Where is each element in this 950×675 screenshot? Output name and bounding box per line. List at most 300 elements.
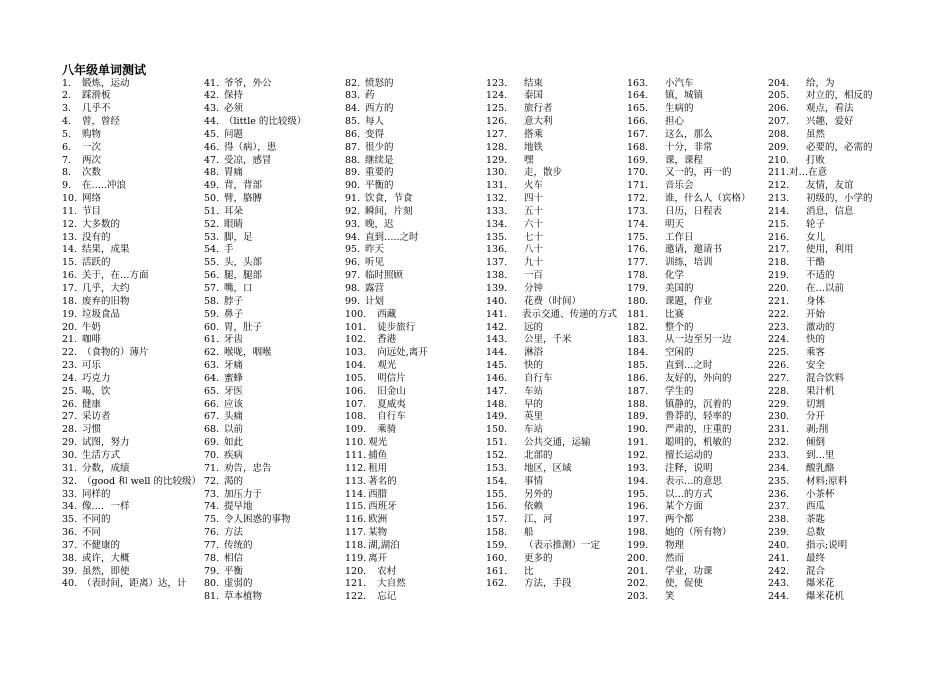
entry-number: 49. bbox=[204, 180, 220, 192]
entry-meaning: 活跃的 bbox=[82, 257, 111, 269]
word-entry bbox=[627, 553, 763, 566]
word-entry bbox=[627, 103, 763, 116]
entry-number: 131. bbox=[486, 180, 508, 192]
word-entry bbox=[204, 270, 340, 283]
entry-number: 160. bbox=[486, 552, 508, 564]
entry-meaning: 直到…之时 bbox=[665, 360, 713, 372]
word-entry bbox=[486, 167, 622, 180]
word-entry bbox=[62, 411, 198, 424]
entry-meaning: 这么，那么 bbox=[665, 128, 713, 140]
word-entry bbox=[204, 129, 340, 142]
word-entry bbox=[345, 501, 481, 514]
entry-number: 104. bbox=[345, 360, 367, 372]
entry-number: 3. bbox=[62, 103, 72, 115]
word-entry bbox=[204, 283, 340, 296]
entry-number: 35. bbox=[62, 514, 78, 526]
entry-number: 195. bbox=[627, 488, 649, 500]
entry-number: 143. bbox=[486, 334, 508, 346]
entry-meaning: 小汽车 bbox=[665, 77, 694, 89]
entry-number: 241. bbox=[768, 552, 790, 564]
entry-number: 152. bbox=[486, 449, 508, 461]
word-entry bbox=[204, 90, 340, 103]
entry-meaning: 租用 bbox=[368, 462, 388, 474]
entry-number: 23. bbox=[62, 360, 78, 372]
word-entry bbox=[768, 180, 904, 193]
entry-meaning: 表示…的意思 bbox=[665, 475, 723, 487]
entry-meaning: 次数 bbox=[82, 167, 102, 179]
word-entry bbox=[345, 232, 481, 245]
entry-number: 88. bbox=[345, 154, 361, 166]
entry-meaning: 药 bbox=[365, 90, 375, 102]
word-entry bbox=[62, 386, 198, 399]
entry-number: 126. bbox=[486, 116, 508, 128]
entry-number: 172. bbox=[627, 193, 649, 205]
word-entry bbox=[768, 270, 904, 283]
entry-meaning: 轮子 bbox=[806, 218, 826, 230]
entry-meaning: （食物的）薄片 bbox=[82, 347, 149, 359]
entry-meaning: 训练，培训 bbox=[665, 257, 713, 269]
word-entry bbox=[768, 463, 904, 476]
entry-meaning: 五十 bbox=[524, 205, 544, 217]
entry-meaning: 混合 bbox=[806, 565, 826, 577]
entry-number: 20. bbox=[62, 321, 78, 333]
word-entry bbox=[486, 501, 622, 514]
entry-meaning: 镇静的，沉着的 bbox=[665, 398, 732, 410]
entry-meaning: 安全 bbox=[806, 360, 826, 372]
entry-meaning: 物理 bbox=[665, 539, 685, 551]
word-entry bbox=[486, 116, 622, 129]
entry-number: 107. bbox=[345, 398, 367, 410]
entry-meaning: 注释，说明 bbox=[665, 462, 713, 474]
entry-meaning: 重要的 bbox=[365, 167, 394, 179]
entry-number: 6. bbox=[62, 141, 72, 153]
entry-number: 134. bbox=[486, 218, 508, 230]
entry-meaning: 嘿 bbox=[524, 154, 534, 166]
entry-number: 5. bbox=[62, 128, 72, 140]
word-entry bbox=[627, 90, 763, 103]
entry-meaning: 乘骑 bbox=[368, 424, 397, 436]
entry-meaning: 网络 bbox=[82, 193, 102, 205]
word-entry bbox=[204, 476, 340, 489]
entry-number: 221. bbox=[768, 295, 790, 307]
entry-meaning: 观光 bbox=[368, 437, 388, 449]
entry-number: 77. bbox=[204, 539, 220, 551]
entry-number: 216. bbox=[768, 231, 790, 243]
entry-meaning: 如此 bbox=[224, 437, 244, 449]
word-entry bbox=[768, 373, 904, 386]
entry-meaning: 火车 bbox=[524, 180, 544, 192]
word-entry bbox=[204, 411, 340, 424]
entry-meaning: 音乐会 bbox=[665, 180, 694, 192]
entry-number: 120. bbox=[345, 565, 367, 577]
entry-number: 185. bbox=[627, 360, 649, 372]
word-entry bbox=[486, 322, 622, 335]
entry-meaning: 严肃的，庄重的 bbox=[665, 424, 732, 436]
entry-meaning: 相信 bbox=[224, 552, 244, 564]
word-entry bbox=[768, 206, 904, 219]
entry-meaning: 不同 bbox=[82, 527, 102, 539]
entry-meaning: 自行车 bbox=[368, 411, 406, 423]
word-entry bbox=[62, 309, 198, 322]
word-entry bbox=[768, 553, 904, 566]
entry-meaning: 整个的 bbox=[665, 321, 694, 333]
entry-meaning: 很少的 bbox=[365, 141, 394, 153]
entry-meaning: 变得 bbox=[365, 128, 385, 140]
entry-number: 190. bbox=[627, 424, 649, 436]
entry-meaning: 湖,湖泊 bbox=[368, 539, 400, 551]
entry-number: 220. bbox=[768, 283, 790, 294]
word-entry bbox=[627, 347, 763, 360]
entry-meaning: 意大利 bbox=[524, 116, 553, 128]
entry-meaning: 头痛 bbox=[224, 411, 244, 423]
word-entry bbox=[345, 514, 481, 527]
entry-meaning: 兴趣，爱好 bbox=[806, 116, 854, 128]
entry-number: 109. bbox=[345, 424, 367, 436]
word-entry bbox=[62, 270, 198, 283]
word-entry bbox=[768, 424, 904, 437]
word-entry bbox=[62, 424, 198, 437]
word-entry bbox=[62, 322, 198, 335]
entry-number: 218. bbox=[768, 257, 790, 269]
word-entry bbox=[204, 591, 340, 604]
word-entry bbox=[768, 591, 904, 604]
entry-meaning: 地区，区域 bbox=[524, 462, 572, 474]
entry-meaning: 搭乘 bbox=[524, 128, 544, 140]
word-entry bbox=[768, 167, 904, 180]
word-entry bbox=[204, 347, 340, 360]
word-entry bbox=[627, 296, 763, 309]
word-entry bbox=[768, 90, 904, 103]
word-entry bbox=[768, 283, 904, 296]
entry-number: 222. bbox=[768, 308, 790, 320]
word-entry bbox=[62, 78, 198, 91]
entry-number: 121. bbox=[345, 578, 367, 590]
entry-meaning: 七十 bbox=[524, 231, 544, 243]
word-entry bbox=[345, 450, 481, 463]
entry-meaning: 问题 bbox=[224, 128, 244, 140]
entry-number: 132. bbox=[486, 193, 508, 205]
word-entry bbox=[768, 578, 904, 591]
entry-number: 178. bbox=[627, 270, 649, 282]
word-entry bbox=[345, 103, 481, 116]
entry-meaning: 爷爷，外公 bbox=[224, 77, 272, 89]
word-entry bbox=[345, 309, 481, 322]
entry-number: 137. bbox=[486, 257, 508, 269]
word-entry bbox=[62, 142, 198, 155]
word-entry bbox=[486, 232, 622, 245]
entry-meaning: 西方的 bbox=[365, 103, 394, 115]
entry-number: 193. bbox=[627, 462, 649, 474]
word-entry bbox=[768, 193, 904, 206]
entry-meaning: 喝，饮 bbox=[82, 385, 111, 397]
entry-meaning: （good 和 well 的比较级） bbox=[82, 475, 201, 487]
entry-number: 162. bbox=[486, 578, 508, 590]
entry-number: 1. bbox=[62, 77, 72, 89]
word-entry bbox=[486, 540, 622, 553]
entry-meaning: 乘客 bbox=[806, 347, 826, 359]
word-entry bbox=[768, 566, 904, 579]
word-entry bbox=[345, 219, 481, 232]
word-entry bbox=[62, 399, 198, 412]
entry-number: 13. bbox=[62, 231, 78, 243]
word-entry bbox=[768, 219, 904, 232]
entry-meaning: 垃圾食品 bbox=[82, 308, 121, 320]
entry-meaning: 干酪 bbox=[806, 257, 826, 269]
entry-number: 69. bbox=[204, 437, 220, 449]
entry-number: 226. bbox=[768, 360, 790, 372]
entry-meaning: 初级的，小学的 bbox=[806, 193, 873, 205]
word-entry bbox=[486, 103, 622, 116]
word-entry bbox=[62, 334, 198, 347]
entry-number: 158. bbox=[486, 527, 508, 539]
word-entry bbox=[62, 296, 198, 309]
word-entry bbox=[627, 578, 763, 591]
word-entry bbox=[62, 244, 198, 257]
entry-number: 68. bbox=[204, 424, 220, 436]
entry-number: 125. bbox=[486, 103, 508, 115]
word-entry bbox=[345, 399, 481, 412]
entry-meaning: 激动的 bbox=[806, 321, 835, 333]
entry-number: 192. bbox=[627, 449, 649, 461]
entry-meaning: 分钟 bbox=[524, 283, 544, 294]
entry-meaning: 又一的，再一的 bbox=[665, 167, 732, 179]
entry-number: 116. bbox=[345, 514, 367, 526]
entry-number: 47. bbox=[204, 154, 220, 166]
entry-number: 208. bbox=[768, 128, 790, 140]
entry-number: 14. bbox=[62, 244, 78, 256]
entry-number: 242. bbox=[768, 565, 790, 577]
entry-meaning: 应该 bbox=[224, 398, 244, 410]
entry-meaning: 结束 bbox=[524, 77, 544, 89]
word-entry bbox=[768, 244, 904, 257]
word-entry bbox=[62, 116, 198, 129]
entry-meaning: 生活方式 bbox=[82, 449, 121, 461]
entry-number: 173. bbox=[627, 205, 649, 217]
word-entry bbox=[627, 501, 763, 514]
word-entry bbox=[345, 129, 481, 142]
word-entry bbox=[62, 450, 198, 463]
word-column-4 bbox=[486, 78, 622, 592]
entry-meaning: 欧洲 bbox=[368, 514, 388, 526]
entry-meaning: 结果，成果 bbox=[82, 244, 130, 256]
word-entry bbox=[62, 103, 198, 116]
entry-number: 106. bbox=[345, 385, 367, 397]
entry-number: 198. bbox=[627, 527, 649, 539]
word-entry bbox=[486, 155, 622, 168]
entry-number: 207. bbox=[768, 116, 790, 128]
word-entry bbox=[627, 399, 763, 412]
word-entry bbox=[486, 129, 622, 142]
entry-number: 214. bbox=[768, 205, 790, 217]
word-entry bbox=[486, 347, 622, 360]
entry-number: 19. bbox=[62, 308, 78, 320]
entry-meaning: 淋浴 bbox=[524, 347, 544, 359]
entry-meaning: 明天 bbox=[665, 218, 685, 230]
word-entry bbox=[204, 322, 340, 335]
entry-number: 213. bbox=[768, 193, 790, 205]
word-entry bbox=[345, 360, 481, 373]
entry-number: 24. bbox=[62, 372, 78, 384]
entry-number: 72. bbox=[204, 475, 220, 487]
entry-number: 70. bbox=[204, 449, 220, 461]
entry-meaning: 保持 bbox=[224, 90, 244, 102]
word-entry bbox=[62, 475, 201, 489]
entry-meaning: 继续是 bbox=[365, 154, 394, 166]
entry-number: 201. bbox=[627, 565, 649, 577]
word-entry bbox=[204, 103, 340, 116]
entry-meaning: 课，课程 bbox=[665, 154, 704, 166]
entry-number: 101. bbox=[345, 321, 367, 333]
word-entry bbox=[62, 347, 198, 360]
word-entry bbox=[345, 180, 481, 193]
word-entry bbox=[486, 270, 622, 283]
word-entry bbox=[627, 206, 763, 219]
entry-meaning: 牛奶 bbox=[82, 321, 102, 333]
entry-number: 46. bbox=[204, 141, 220, 153]
entry-number: 8. bbox=[62, 167, 72, 179]
word-column-2 bbox=[204, 78, 340, 605]
word-entry bbox=[204, 78, 340, 91]
entry-number: 59. bbox=[204, 308, 220, 320]
entry-meaning: 香港 bbox=[368, 334, 397, 346]
entry-number: 240. bbox=[768, 539, 790, 551]
entry-number: 181. bbox=[627, 308, 649, 320]
word-entry bbox=[204, 142, 340, 155]
entry-meaning: 花费（时间） bbox=[524, 295, 582, 307]
entry-meaning: 旧金山 bbox=[368, 385, 406, 397]
word-entry bbox=[486, 296, 622, 309]
word-entry bbox=[204, 219, 340, 232]
word-entry bbox=[204, 514, 340, 527]
entry-number: 138. bbox=[486, 270, 508, 282]
entry-meaning: 夏威夷 bbox=[368, 398, 406, 410]
word-entry bbox=[627, 167, 763, 180]
word-entry bbox=[768, 334, 904, 347]
entry-meaning: 方法 bbox=[224, 527, 244, 539]
entry-number: 55. bbox=[204, 257, 220, 269]
entry-number: 28. bbox=[62, 424, 78, 436]
entry-meaning: 擅长运动的 bbox=[665, 449, 713, 461]
word-entry bbox=[345, 283, 481, 296]
word-entry bbox=[345, 476, 481, 489]
word-entry bbox=[204, 424, 340, 437]
word-entry bbox=[627, 193, 763, 206]
word-entry bbox=[204, 296, 340, 309]
word-entry bbox=[204, 566, 340, 579]
entry-meaning: 材料;原料 bbox=[806, 475, 848, 487]
word-entry bbox=[62, 540, 198, 553]
entry-number: 128. bbox=[486, 141, 508, 153]
entry-number: 62. bbox=[204, 347, 220, 359]
word-entry bbox=[768, 476, 904, 489]
word-entry bbox=[486, 283, 622, 296]
entry-number: 175. bbox=[627, 231, 649, 243]
entry-number: 176. bbox=[627, 244, 649, 256]
entry-meaning: 必须 bbox=[224, 103, 244, 115]
entry-number: 65. bbox=[204, 385, 220, 397]
entry-number: 60. bbox=[204, 321, 220, 333]
entry-number: 135. bbox=[486, 231, 508, 243]
word-entry bbox=[345, 540, 481, 553]
word-entry bbox=[345, 90, 481, 103]
entry-number: 124. bbox=[486, 90, 508, 102]
entry-meaning: 依赖 bbox=[524, 501, 544, 513]
entry-meaning: 比赛 bbox=[665, 308, 685, 320]
entry-meaning: 几乎不 bbox=[82, 103, 111, 115]
word-entry bbox=[627, 270, 763, 283]
entry-meaning: 对立的，相反的 bbox=[806, 90, 873, 102]
entry-number: 230. bbox=[768, 411, 790, 423]
entry-number: 79. bbox=[204, 565, 220, 577]
entry-meaning: 她的（所有物） bbox=[665, 527, 732, 539]
word-entry bbox=[768, 489, 904, 502]
word-entry bbox=[62, 206, 198, 219]
entry-number: 98. bbox=[345, 283, 361, 294]
entry-number: 123. bbox=[486, 77, 508, 89]
entry-meaning: 两次 bbox=[82, 154, 102, 166]
entry-meaning: 习惯 bbox=[82, 424, 102, 436]
word-entry bbox=[62, 283, 198, 296]
word-entry bbox=[204, 373, 340, 386]
entry-number: 239. bbox=[768, 527, 790, 539]
entry-meaning: 给，为 bbox=[806, 77, 835, 89]
entry-number: 144. bbox=[486, 347, 508, 359]
entry-meaning: 笑 bbox=[665, 591, 675, 603]
entry-meaning: 蜜蜂 bbox=[224, 372, 244, 384]
entry-number: 133. bbox=[486, 205, 508, 217]
word-entry bbox=[486, 334, 622, 347]
word-entry bbox=[345, 386, 481, 399]
entry-number: 194. bbox=[627, 475, 649, 487]
entry-meaning: 背，背部 bbox=[224, 180, 263, 192]
entry-number: 211. bbox=[768, 167, 790, 179]
word-entry bbox=[345, 193, 481, 206]
word-entry bbox=[627, 360, 763, 373]
word-entry bbox=[62, 232, 198, 245]
entry-number: 78. bbox=[204, 552, 220, 564]
entry-number: 119. bbox=[345, 552, 367, 564]
word-entry bbox=[768, 411, 904, 424]
word-entry bbox=[486, 411, 622, 424]
entry-number: 148. bbox=[486, 398, 508, 410]
entry-meaning: 开始 bbox=[806, 308, 826, 320]
word-entry bbox=[768, 232, 904, 245]
entry-number: 7. bbox=[62, 154, 72, 166]
entry-meaning: 头，头部 bbox=[224, 257, 263, 269]
entry-number: 84. bbox=[345, 103, 361, 115]
entry-number: 154. bbox=[486, 475, 508, 487]
entry-meaning: 事情 bbox=[524, 475, 544, 487]
entry-meaning: 眼睛 bbox=[224, 218, 244, 230]
entry-meaning: 劝告，忠告 bbox=[224, 462, 272, 474]
entry-meaning: 十分，非常 bbox=[665, 141, 713, 153]
entry-number: 34. bbox=[62, 501, 78, 513]
word-entry bbox=[486, 553, 622, 566]
entry-number: 141. bbox=[486, 308, 508, 320]
entry-number: 157. bbox=[486, 514, 508, 526]
word-entry bbox=[62, 167, 198, 180]
entry-number: 74. bbox=[204, 501, 220, 513]
entry-meaning: 女儿 bbox=[806, 231, 826, 243]
word-column-1 bbox=[62, 77, 201, 592]
word-entry bbox=[62, 553, 198, 566]
entry-number: 57. bbox=[204, 283, 220, 294]
entry-meaning: 旅行者 bbox=[524, 103, 553, 115]
entry-meaning: 农村 bbox=[368, 565, 397, 577]
entry-meaning: 晚，迟 bbox=[365, 218, 394, 230]
entry-meaning: 计划 bbox=[365, 295, 385, 307]
entry-number: 231. bbox=[768, 424, 790, 436]
